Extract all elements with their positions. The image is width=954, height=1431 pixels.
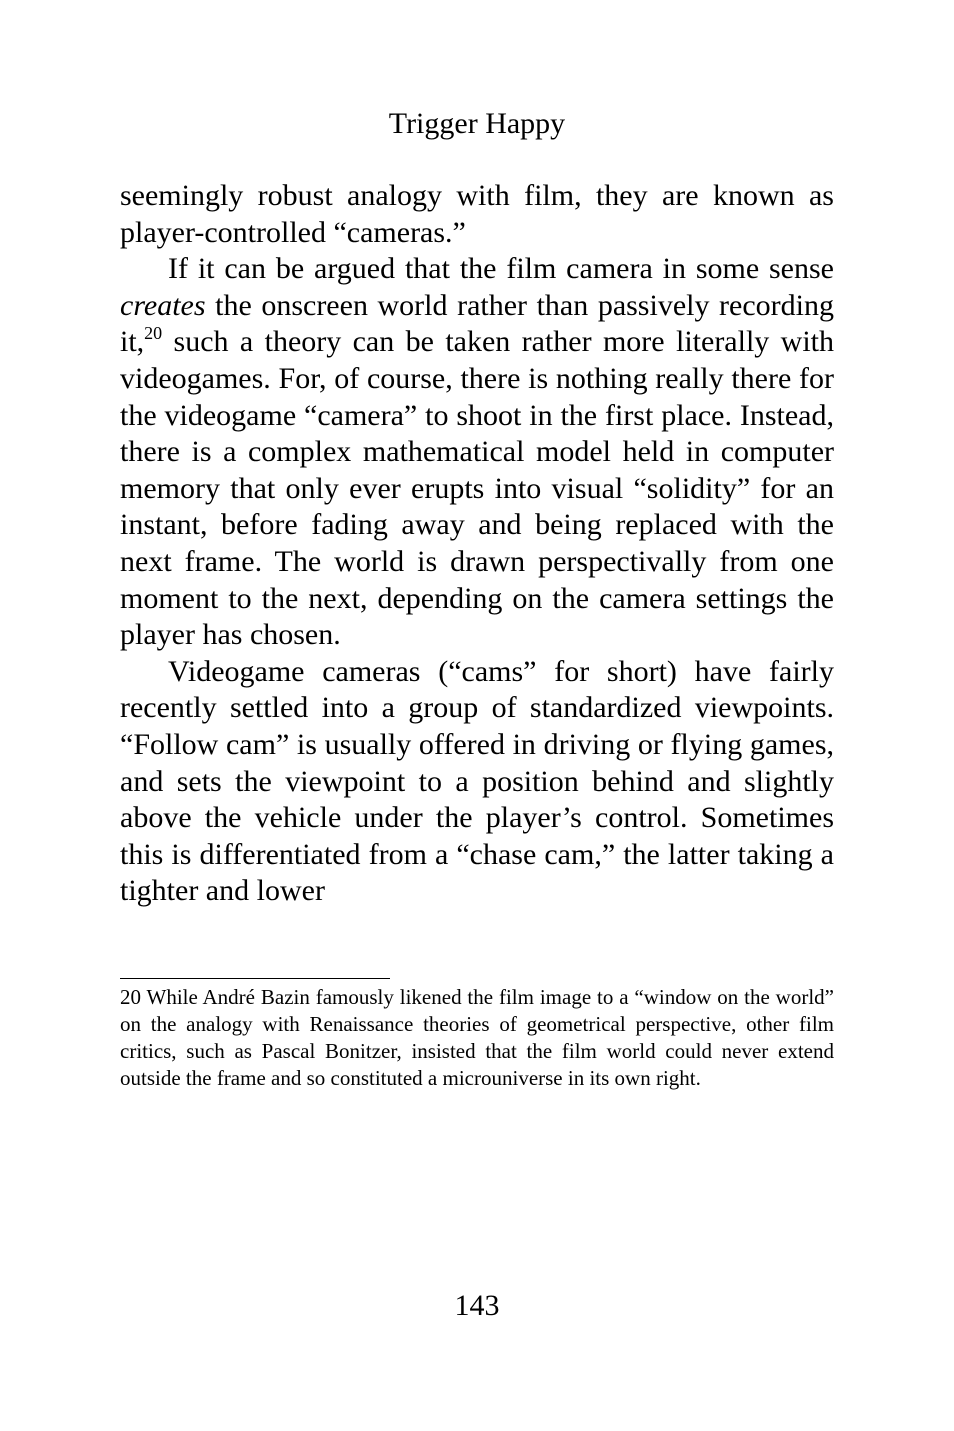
paragraph-2-lead: If it can be argued that the film camera in some sense xyxy=(168,252,834,286)
paragraph-1 xyxy=(120,178,834,251)
page-number: 143 xyxy=(454,1289,500,1322)
paragraph-3-text: Videogame cameras (“cams” for short) have fairly recently settled into a group of standardized viewpoints. “Follow cam” is usually offered in driving or flying games, and sets the viewpoint to a position behind and slightly above the vehicle under the player’s control. Sometimes this is differentiated from a “chase cam,” the latter taking a tighter and lower xyxy=(120,654,834,908)
footnote-20: 20 While André Bazin famously likened the film image to a “window on the world” on the analogy with Renaissance theories of geometrical perspective, other film critics, such as Pascal Bonitzer, insisted that the film world could never extend outside the frame and so constituted a microuniverse in its own right. xyxy=(120,985,834,1090)
footnote-divider xyxy=(120,978,390,979)
body-text xyxy=(120,178,834,910)
paragraph-2 xyxy=(120,251,834,654)
paragraph-3 xyxy=(120,654,834,910)
paragraph-1-text: seemingly robust analogy with film, they are known as player-controlled “cameras.” xyxy=(120,179,834,249)
emphasis-creates: creates xyxy=(120,288,206,322)
footnote-reference[interactable]: 20 xyxy=(144,323,163,344)
paragraph-2-mid: the onscreen world rather than passively recording it, xyxy=(120,288,834,359)
running-title: Trigger Happy xyxy=(388,107,566,140)
paragraph-2-rest: such a theory can be taken rather more literally with videogames. For, of course, there is nothing really there for the videogame “camera” to shoot in the first place. Instead, there is a complex mathematical model held in computer memory that only ever erupts into visual “solidity” for an instant, before fading away and being replaced with the next frame. The world is drawn perspectivally from one moment to the next, depending on the camera settings the player has chosen. xyxy=(120,325,834,652)
